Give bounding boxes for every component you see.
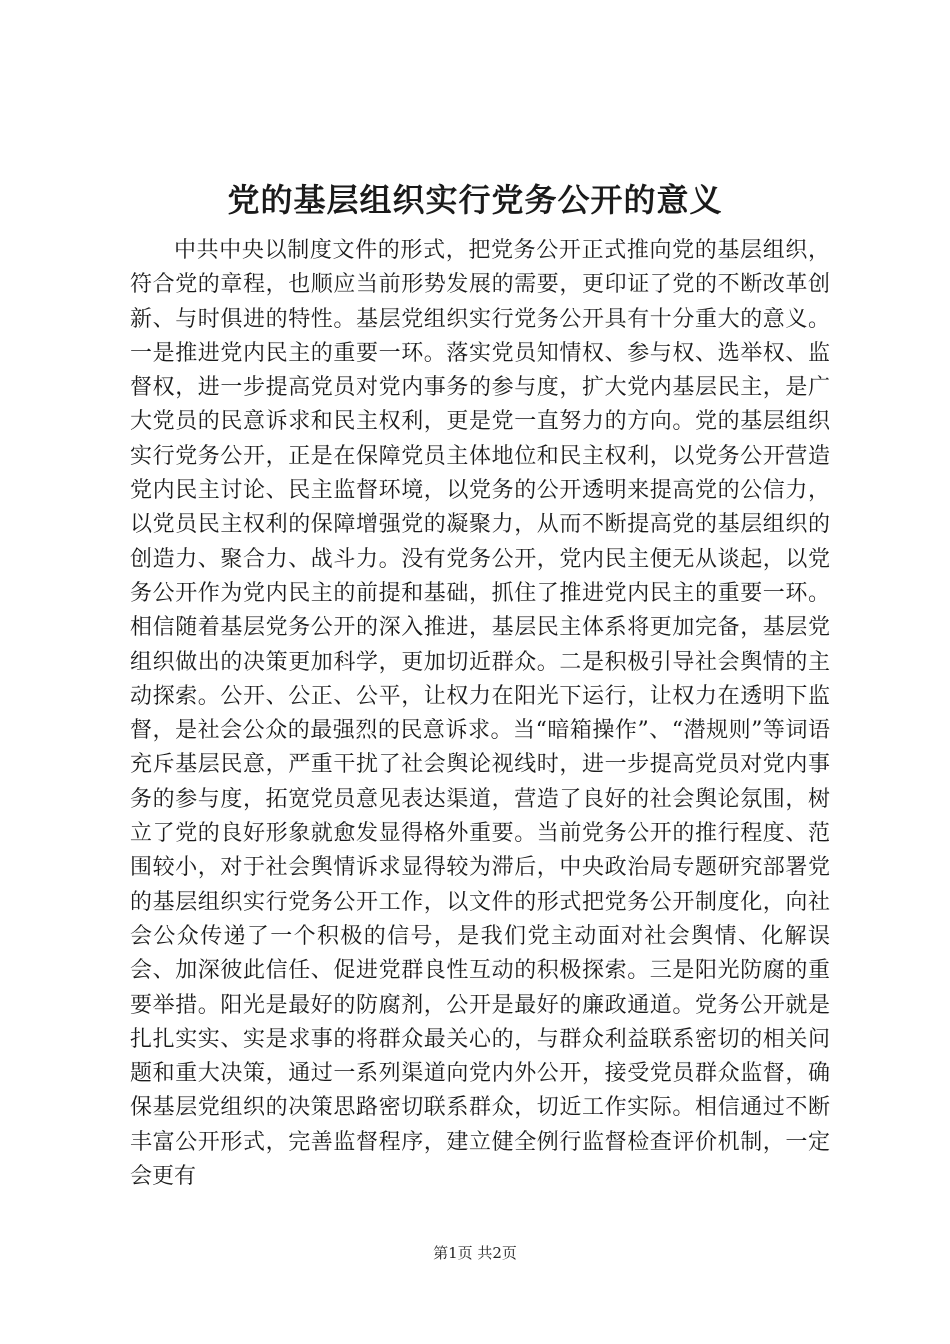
page-footer: 第1页 共2页: [433, 1244, 517, 1262]
document-title: 党的基层组织实行党务公开的意义: [227, 181, 723, 219]
body-paragraph: 中共中央以制度文件的形式，把党务公开正式推向党的基层组织，符合党的章程，也顺应当前形势发展的需要，更印证了党的不断改革创新、与时俱进的特性。基层党组织实行党务公开具有十分重大的意义。一是推进党内民主的重要一环。落实党员知情权、参与权、选举权、监督权，进一步提高党员对党内事务的参与度，扩大党内基层民主，是广大党员的民意诉求和民主权利，更是党一直努力的方向。党的基层组织实行党务公开，正是在保障党员主体地位和民主权利，以党务公开营造党内民主讨论、民主监督环境，以党务的公开透明来提高党的公信力，以党员民主权利的保障增强党的凝聚力，从而不断提高党的基层组织的创造力、聚合力、战斗力。没有党务公开，党内民主便无从谈起，以党务公开作为党内民主的前提和基础，抓住了推进党内民主的重要一环。相信随着基层党务公开的深入推进，基层民主体系将更加完备，基层党组织做出的决策更加科学，更加切近群众。二是积极引导社会舆情的主动探索。公开、公正、公平，让权力在阳光下运行，让权力在透明下监督，是社会公众的最强烈的民意诉求。当“暗箱操作”、“潜规则”等词语充斥基层民意，严重干扰了社会舆论视线时，进一步提高党员对党内事务的参与度，拓宽党员意见表达渠道，营造了良好的社会舆论氛围，树立了党的良好形象就愈发显得格外重要。当前党务公开的推行程度、范围较小，对于社会舆情诉求显得较为滞后，中央政治局专题研究部署党的基层组织实行党务公开工作，以文件的形式把党务公开制度化，向社会公众传递了一个积极的信号，是我们党主动面对社会舆情、化解误会、加深彼此信任、促进党群良性互动的积极探索。三是阳光防腐的重要举措。阳光是最好的防腐剂，公开是最好的廉政通道。党务公开就是扎扎实实、实是求事的将群众最关心的，与群众利益联系密切的相关问题和重大决策，通过一系列渠道向党内外公开，接受党员群众监督，确保基层党组织的决策思路密切联系群众，切近工作实际。相信通过不断丰富公开形式，完善监督程序，建立健全例行监督检查评价机制，一定会更有: [130, 238, 830, 1190]
